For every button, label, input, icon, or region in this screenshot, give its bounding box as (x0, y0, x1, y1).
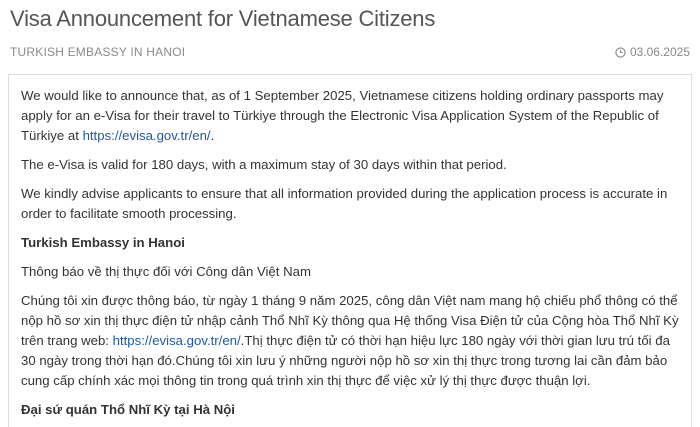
english-paragraph-3: We kindly advise applicants to ensure that all information provided during the application process is accurate in order to facilitate smooth processing. (21, 186, 668, 221)
english-paragraph-1-text: We would like to announce that, as of 1 September 2025, Vietnamese citizens holding ordinary passports may apply for an e-Visa for their travel to Türkiye through the Electronic Visa Application System of the Republic of Türkiye at (21, 88, 664, 143)
english-paragraph-1-end: . (210, 128, 215, 143)
vietnamese-signature: Đại sứ quán Thổ Nhĩ Kỳ tại Hà Nội (21, 402, 235, 417)
article-meta (10, 45, 690, 59)
evisa-link-english[interactable]: https://evisa.gov.tr/en/ (82, 128, 211, 143)
article-date (615, 45, 690, 59)
clock-icon (615, 47, 626, 58)
vietnamese-paragraph (21, 291, 681, 391)
article-body (8, 74, 692, 427)
english-paragraph-2: The e-Visa is valid for 180 days, with a maximum stay of 30 days within that period. (21, 157, 507, 172)
vietnamese-paragraph-rest: .Thị thực điện tử có thời hạn hiệu lực 180 ngày với thời gian lưu trú tối đa 30 ngày trong thời hạn đó.Chúng tôi xin lưu ý những người nộp hồ sơ xin thị thực trong tương lai cần đảm bảo cung cấp chính xác mọi thông tin trong quá trình xin thị thực để việc xử lý thị thực được thuận lợi. (21, 333, 670, 388)
english-paragraph-1 (21, 86, 681, 146)
vietnamese-paragraph-text: Chúng tôi xin được thông báo, từ ngày 1 tháng 9 năm 2025, công dân Việt nam mang hộ chiếu phổ thông có thể nộp hồ sơ xin thị thực điện tử nhập cảnh Thổ Nhĩ Kỳ thông qua Hệ thống Visa Điện tử của Cộng hòa Thổ Nhĩ Kỳ trên trang web: (21, 293, 679, 348)
date-text: 03.06.2025 (629, 45, 690, 59)
page-title: Visa Announcement for Vietnamese Citizens (10, 6, 436, 31)
article-source: TURKISH EMBASSY IN HANOI (10, 45, 186, 59)
evisa-link-vietnamese[interactable]: https://evisa.gov.tr/en/ (112, 333, 241, 348)
vietnamese-title: Thông báo về thị thực đối với Công dân Việt Nam (21, 264, 311, 279)
english-signature: Turkish Embassy in Hanoi (21, 235, 185, 250)
